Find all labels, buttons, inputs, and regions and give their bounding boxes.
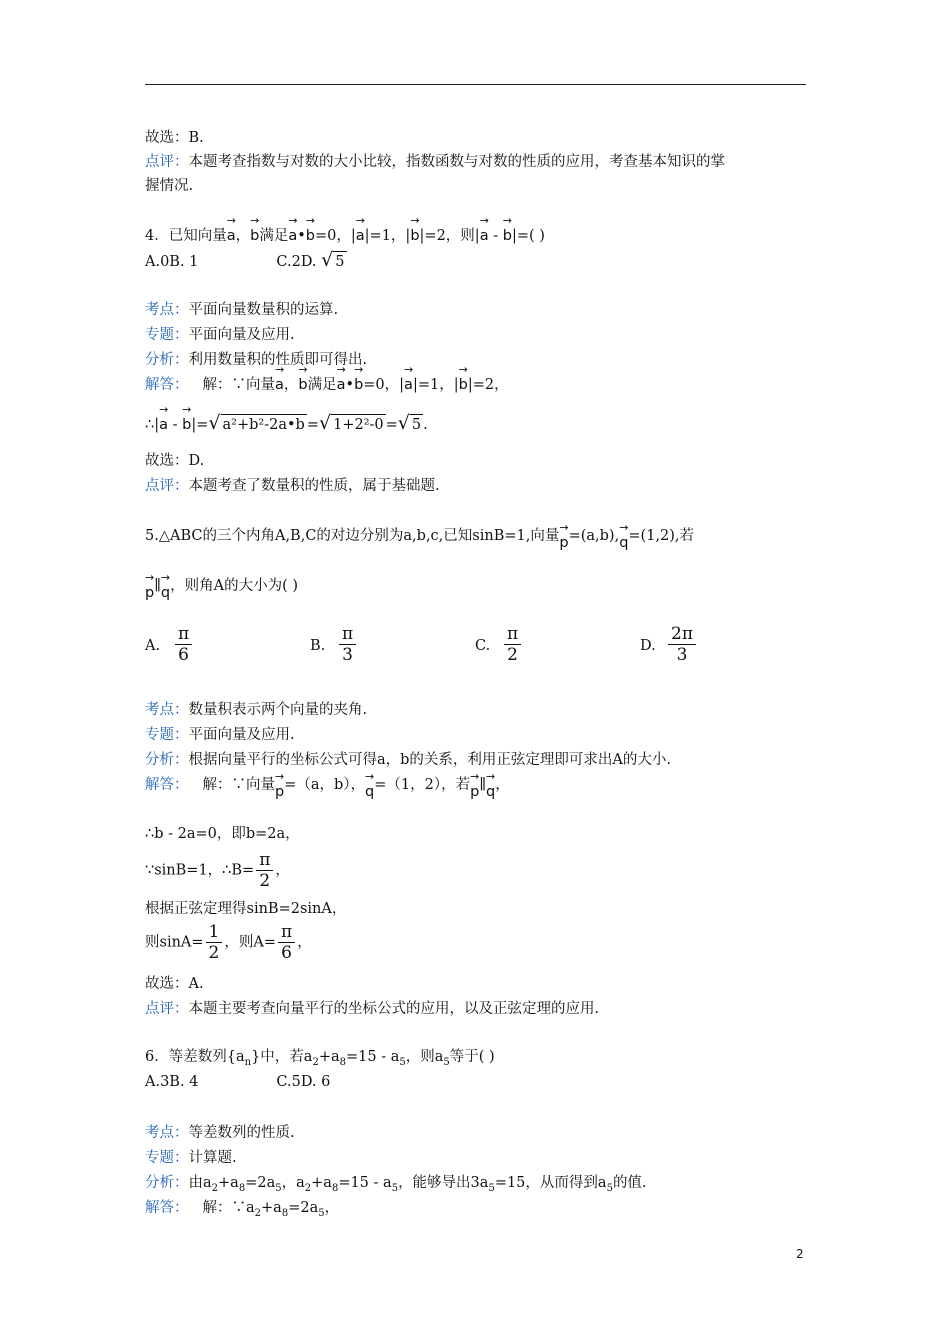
q5-stem-cont: → p∥→ q，则角A的大小为( )	[145, 576, 298, 603]
vector-a: → a	[227, 226, 236, 246]
q6-options: A.3B. 4 C.5D. 6	[145, 1074, 331, 1090]
q4-options: A.0B. 1 C.2D. √ 5	[145, 249, 345, 271]
q5-kaodian: 考点：数量积表示两个向量的夹角.	[145, 702, 368, 718]
header-rule	[145, 84, 806, 85]
q6-fenxi: 分析：由$a_2+a_8=2a_5$，$a_2+a_8=15 - a_5$，能够导出$3a_5=15$，从而得到$a_5$的值.	[145, 1175, 647, 1194]
q4-zhuanti: 专题：平面向量及应用.	[145, 327, 295, 343]
q5-step-2: ∵sinB=1，∴B= $\frac{\pi}{2}$ ，	[145, 850, 290, 891]
q4-fenxi: 分析：利用数量积的性质即可得出.	[145, 352, 368, 368]
q5-step-3: 根据正弦定理得sinB=2sinA，	[145, 901, 347, 917]
q4-stem: 4．已知向量→ a，→ b满足→ a•→ b=0，|→ a|=1，|→ b|=2，则|→ a - → b|=( )	[145, 226, 545, 246]
q5-step-1: ∴b - 2a=0，即b=2a，	[145, 826, 300, 842]
q5-stem: 5.△ABC的三个内角A,B,C的对边分别为a,b,c,已知sinB=1,向量→ p=(a,b),→ q=(1,2),若	[145, 526, 694, 553]
q4-calc: ∴|→ a - → b|=√ a²+b²-2a•b =√ 1+2²-0 =√ 5 .	[145, 413, 428, 435]
q4-comment: 点评：本题考查了数量积的性质，属于基础题.	[145, 478, 440, 494]
prev-comment-cont: 握情况.	[145, 178, 194, 194]
vector-p: → p	[559, 533, 568, 553]
prev-comment: 点评：本题考查指数与对数的大小比较，指数函数与对数的性质的应用，考查基本知识的掌	[145, 154, 725, 170]
q4-kaodian: 考点：平面向量数量积的运算.	[145, 302, 339, 318]
prev-answer: 故选：B.	[145, 130, 204, 146]
q4-answer: 故选：D.	[145, 453, 205, 469]
q5-zhuanti: 专题：平面向量及应用.	[145, 727, 295, 743]
q6-kaodian: 考点：等差数列的性质.	[145, 1125, 295, 1141]
q6-stem: 6．等差数列$\{a_n\}$中，若$a_2+a_8=15 - a_5$，则$a_5$等于( )	[145, 1049, 495, 1068]
vector-b: → b	[250, 226, 259, 246]
vector-q: → q	[619, 533, 628, 553]
q5-comment: 点评：本题主要考查向量平行的坐标公式的应用，以及正弦定理的应用.	[145, 1001, 600, 1017]
q4-jieda: 解答： 解：∵向量→ a，→ b满足→ a•→ b=0，|→ a|=1，|→ b|=2，	[145, 375, 509, 395]
q6-jieda: 解答： 解：$\because a_2+a_8=2a_5$，	[145, 1200, 340, 1219]
page-number: 2	[796, 1247, 804, 1261]
q5-options: A. $\frac{\pi}{6}$ B. $\frac{\pi}{3}$ C. $\frac{\pi}{2}$ D. $\frac{2\pi}{3}$	[145, 624, 745, 670]
q5-step-4: 则sinA= $\frac{1}{2}$ ，则A= $\frac{\pi}{6}$ ，	[145, 922, 312, 963]
q5-fenxi: 分析：根据向量平行的坐标公式可得a，b的关系，利用正弦定理即可求出A的大小.	[145, 752, 672, 768]
q5-answer: 故选：A.	[145, 976, 204, 992]
q6-zhuanti: 专题：计算题.	[145, 1150, 237, 1166]
q5-jieda: 解答： 解：∵向量→ p=（a，b），→ q=（1，2），若→ p∥→ q，	[145, 775, 510, 802]
